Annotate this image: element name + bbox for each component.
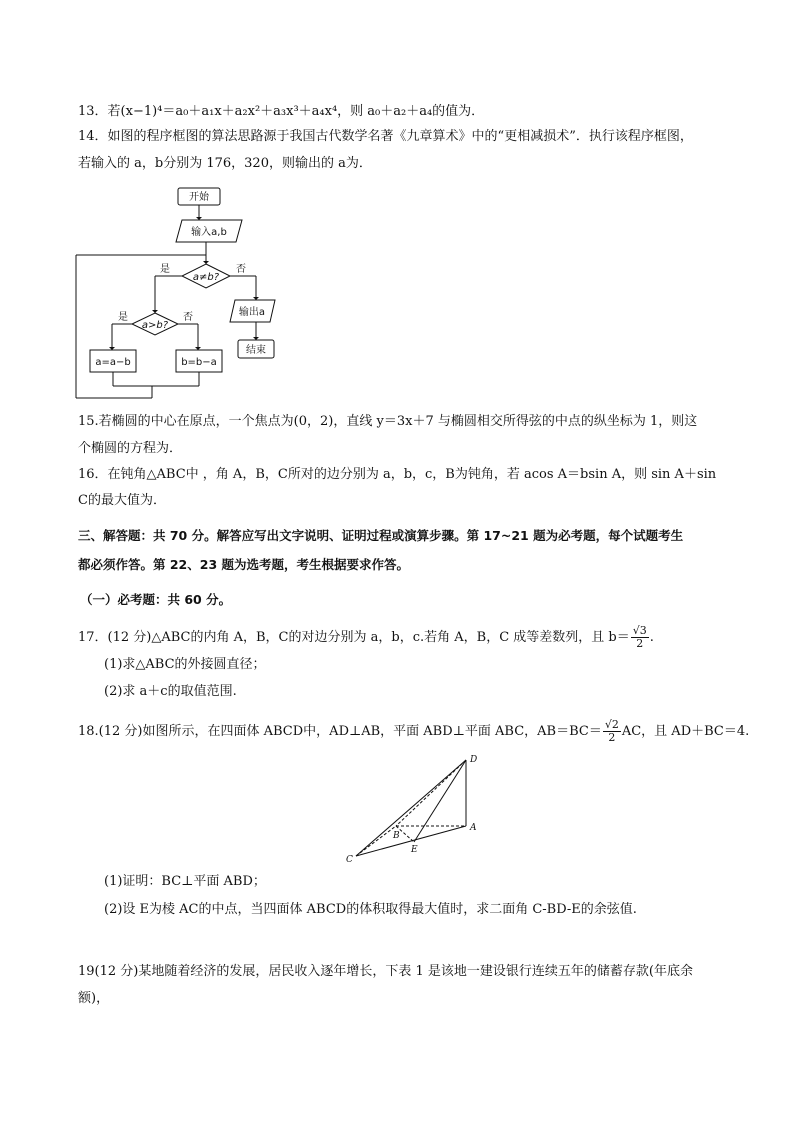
flow-yes1-label: 是 [160, 264, 170, 275]
question-17-text: 17．(12 分)△ABC的内角 A，B，C的对边分别为 a，b，c.若角 A，B，C 成等差数列，且 b＝ [78, 630, 630, 645]
flow-cond2-label: a>b? [141, 320, 169, 331]
flow-proc1-label: a=a−b [95, 357, 131, 368]
flow-no2-label: 否 [183, 312, 193, 323]
fraction-sqrt3-over-2: $\frac{√3}{2}$ [632, 624, 647, 650]
question-15-line1: 15.若椭圆的中心在原点，一个焦点为(0，2)，直线 y＝3x＋7 与椭圆相交所得弦的中点的纵坐标为 1，则这 [78, 414, 698, 429]
question-18-part1: (1)证明：BC⊥平面 ABD； [104, 874, 266, 889]
fraction-sqrt2-over-2: $\frac{√2}{2}$ [604, 718, 619, 744]
question-14-line1: 14．如图的程序框图的算法思路源于我国古代数学名著《九章算术》中的“更相减损术”．执行该程序框图， [78, 129, 693, 144]
label-D: D [470, 755, 478, 765]
flow-yes2-label: 是 [118, 312, 128, 323]
flow-cond1-label: a≠b? [192, 272, 220, 283]
question-17-part2: (2)求 a＋c的取值范围. [104, 684, 237, 699]
flow-start-label: 开始 [189, 192, 209, 203]
flow-proc2-label: b=b−a [181, 357, 217, 368]
question-14-line2: 若输入的 a，b分别为 176，320，则输出的 a为． [78, 156, 372, 171]
question-16-line2: C的最大值为． [78, 493, 166, 508]
flowchart [70, 180, 290, 402]
section-3-heading-line1: 三、解答题：共 70 分。解答应写出文字说明、证明过程或演算步骤。第 17~21 题为必考题，每个试题考生 [78, 528, 684, 543]
label-E: E [411, 845, 418, 855]
tetrahedron-figure [340, 750, 490, 865]
question-13: 13．若(x−1)⁴＝a₀＋a₁x＋a₂x²＋a₃x³＋a₄x⁴，则 a₀＋a₂＋a₄的值为． [78, 104, 485, 119]
question-18-part2: (2)设 E为棱 AC的中点，当四面体 ABCD的体积取得最大值时，求二面角 C-BD-E的余弦值. [104, 902, 637, 917]
question-16-line1: 16．在钝角△ABC中 ，角 A，B，C所对的边分别为 a，b，c，B为钝角，若 acos A＝bsin A，则 sin A＋sin [78, 467, 717, 482]
label-C: C [346, 855, 353, 865]
subsection-required: （一）必考题：共 60 分。 [80, 592, 232, 607]
question-17: 17．(12 分)△ABC的内角 A，B，C的对边分别为 a，b，c.若角 A，B，C 成等差数列，且 b＝ $\frac{√3}{2}$ . [78, 624, 654, 650]
label-A: A [470, 823, 477, 833]
question-18-text: 18.(12 分)如图所示，在四面体 ABCD中，AD⊥AB，平面 ABD⊥平面 ABC，AB＝BC＝ [78, 724, 602, 739]
question-19-line1: 19(12 分)某地随着经济的发展，居民收入逐年增长，下表 1 是该地一建设银行连续五年的储蓄存款(年底余 [78, 964, 693, 979]
section-3-heading-line2: 都必须作答。第 22、23 题为选考题，考生根据要求作答。 [78, 557, 409, 572]
question-15-line2: 个椭圆的方程为． [78, 441, 183, 456]
question-19-line2: 额)， [78, 991, 110, 1006]
flow-end-label: 结束 [246, 345, 266, 356]
flow-no1-label: 否 [236, 264, 246, 275]
flow-input-label: 输入a,b [191, 227, 227, 238]
question-17-part1: (1)求△ABC的外接圆直径； [104, 657, 266, 672]
label-B: B [393, 831, 400, 841]
flow-output-label: 输出a [238, 307, 266, 318]
question-18: 18.(12 分)如图所示，在四面体 ABCD中，AD⊥AB，平面 ABD⊥平面 ABC，AB＝BC＝ $\frac{√2}{2}$ AC，且 AD＋BC＝4. [78, 718, 750, 744]
